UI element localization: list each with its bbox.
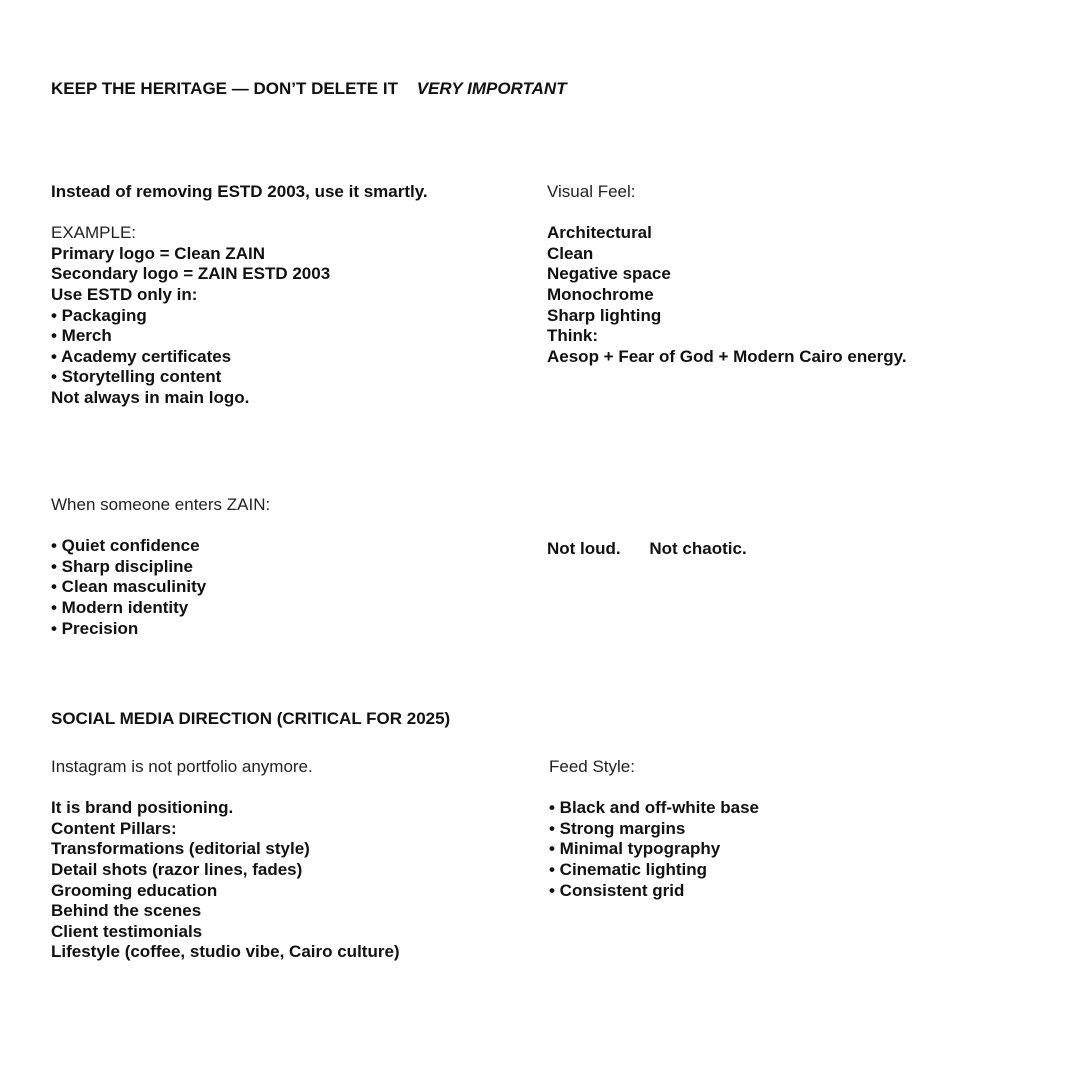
secondary-logo-line: Secondary logo = ZAIN ESTD 2003 (51, 264, 331, 284)
list-item: • Minimal typography (549, 839, 721, 859)
list-item: Aesop + Fear of God + Modern Cairo energy. (547, 346, 907, 366)
heritage-title: KEEP THE HERITAGE — DON’T DELETE IT (51, 79, 398, 98)
section-heading-heritage (51, 79, 567, 100)
primary-logo-line: Primary logo = Clean ZAIN (51, 243, 265, 263)
example-label: EXAMPLE: (51, 223, 137, 243)
visual-feel-label: Visual Feel: (547, 182, 636, 201)
use-only-in-line: Use ESTD only in: (51, 284, 198, 304)
social-block (51, 757, 400, 963)
list-item: Think: (547, 326, 598, 346)
list-item: • Precision (51, 618, 139, 638)
list-item: • Consistent grid (549, 880, 685, 900)
feed-style-label: Feed Style: (549, 757, 635, 776)
feed-style-block (549, 757, 759, 901)
list-item: Transformations (editorial style) (51, 839, 310, 859)
heritage-block (51, 182, 428, 409)
list-item: Negative space (547, 264, 671, 284)
list-item: Architectural (547, 223, 652, 243)
list-item: Lifestyle (coffee, studio vibe, Cairo culture) (51, 942, 400, 962)
list-item: Sharp lighting (547, 305, 662, 325)
list-item: Content Pillars: (51, 818, 177, 838)
list-item: • Strong margins (549, 818, 686, 838)
list-item: It is brand positioning. (51, 798, 234, 818)
list-item: • Black and off-white base (549, 798, 759, 818)
very-important-tag: VERY IMPORTANT (416, 79, 567, 98)
list-item: Clean (547, 243, 594, 263)
not-loud: Not loud. (547, 539, 621, 558)
not-loud-line (547, 539, 747, 560)
list-item: • Quiet confidence (51, 536, 200, 556)
list-item: Monochrome (547, 284, 654, 304)
visual-feel-block (547, 182, 907, 367)
social-intro: Instagram is not portfolio anymore. (51, 757, 313, 776)
heritage-intro: Instead of removing ESTD 2003, use it smartly. (51, 182, 428, 201)
list-item: Detail shots (razor lines, fades) (51, 859, 303, 879)
list-item: • Clean masculinity (51, 577, 207, 597)
list-item: • Cinematic lighting (549, 859, 708, 879)
list-item: Client testimonials (51, 921, 203, 941)
list-item: Behind the scenes (51, 901, 202, 921)
social-heading: SOCIAL MEDIA DIRECTION (CRITICAL FOR 2025) (51, 709, 451, 728)
list-item: • Storytelling content (51, 367, 222, 387)
list-item: • Modern identity (51, 597, 189, 617)
not-chaotic: Not chaotic. (649, 539, 747, 558)
enter-block (51, 495, 270, 639)
enter-label: When someone enters ZAIN: (51, 495, 271, 514)
list-item: • Merch (51, 326, 112, 346)
list-item: Grooming education (51, 880, 218, 900)
list-item: • Academy certificates (51, 346, 232, 366)
list-item: • Packaging (51, 305, 147, 325)
list-item: • Sharp discipline (51, 556, 193, 576)
heritage-note: Not always in main logo. (51, 387, 250, 407)
